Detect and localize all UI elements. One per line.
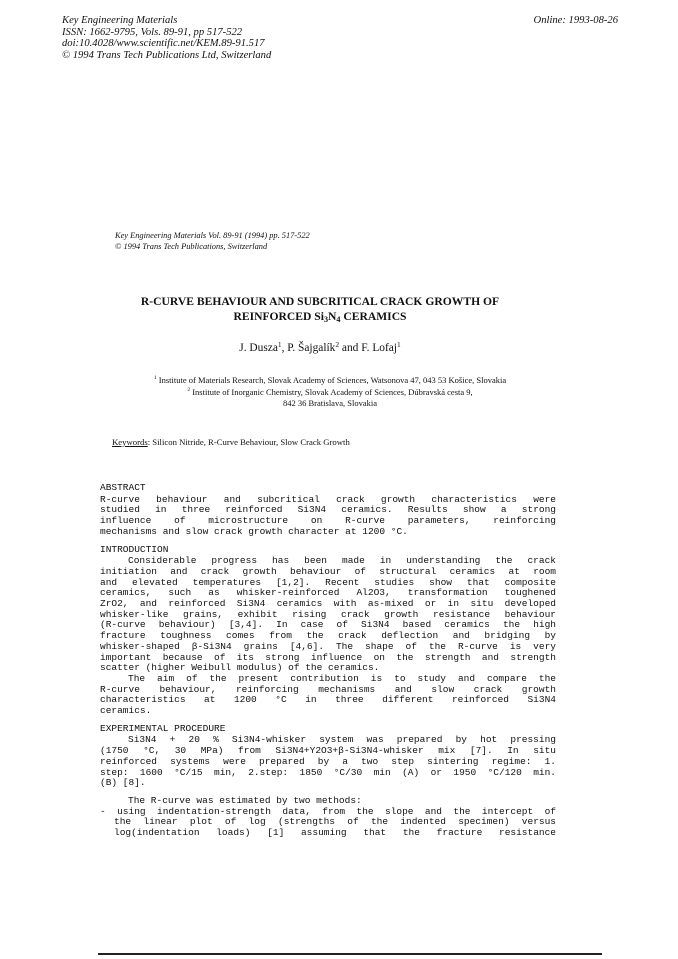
text-line: the linear plot of log (strengths of the indented specimen) versus bbox=[114, 816, 556, 828]
keywords bbox=[112, 437, 350, 447]
affil-sup: 1 bbox=[153, 375, 157, 381]
keywords-text: : Silicon Nitride, R-Curve Behaviour, Slow Crack Growth bbox=[147, 437, 350, 447]
abstract-heading: ABSTRACT bbox=[100, 482, 146, 493]
author-lofaj: and F. Lofaj bbox=[339, 342, 398, 354]
experimental-paragraph-2 bbox=[100, 796, 556, 839]
text-line: R-curve behaviour and subcritical crack growth characteristics were bbox=[100, 493, 556, 505]
title-subscript: 3 bbox=[323, 314, 329, 324]
author-sup: 1 bbox=[397, 340, 401, 349]
affiliation-2-cont: 842 36 Bratislava, Slovakia bbox=[283, 398, 377, 408]
text-line: The aim of the present contribution is to study and compare the bbox=[128, 672, 556, 684]
affil-text: Institute of Materials Research, Slovak Academy of Sciences, Watsonova 47, 043 53 Košice, Slovakia bbox=[156, 375, 507, 385]
volume-copyright: © 1994 Trans Tech Publications, Switzerland bbox=[115, 241, 268, 251]
text-line: The R-curve was estimated by two methods: bbox=[128, 794, 362, 806]
introduction-heading: INTRODUCTION bbox=[100, 543, 169, 555]
affiliations bbox=[60, 375, 600, 410]
text-line: ceramics, such as whisker-reinforced Al2O3, transformation toughened bbox=[100, 587, 556, 599]
title-line-1: R-CURVE BEHAVIOUR AND SUBCRITICAL CRACK GROWTH OF bbox=[140, 295, 500, 308]
text-line: characteristics at 1200 °C in three different reinforced Si3N4 bbox=[100, 694, 556, 706]
journal-name: Key Engineering Materials bbox=[62, 15, 178, 26]
text-line: Considerable progress has been made in understanding the crack bbox=[128, 555, 556, 567]
text-line: and elevated temperatures [1,2]. Recent studies show that composite bbox=[100, 576, 556, 588]
text-line: whisker-like grains, exhibit rising crack growth resistance behaviour bbox=[100, 608, 556, 620]
experimental-heading: EXPERIMENTAL PROCEDURE bbox=[100, 722, 226, 734]
title-text: REINFORCED Si bbox=[233, 309, 324, 323]
author-sajgalik: , P. Šajgalík bbox=[281, 342, 336, 354]
text-line: (B) [8]. bbox=[100, 777, 146, 789]
author-dusza: J. Dusza bbox=[239, 342, 278, 354]
text-line: reinforced systems were prepared by a two step sintering regime: 1. bbox=[100, 755, 556, 767]
author-sup: 2 bbox=[335, 340, 340, 349]
introduction-paragraph-1 bbox=[100, 556, 556, 674]
text-line: log(indentation loads) [1] assuming that the fracture resistance bbox=[114, 827, 556, 839]
affiliation-2 bbox=[60, 387, 600, 399]
keywords-label: Keywords bbox=[112, 437, 148, 447]
abstract-paragraph bbox=[100, 495, 556, 538]
text-line: initiation and crack growth behaviour of structural ceramics at room bbox=[100, 565, 556, 577]
issn-line: ISSN: 1662-9795, Vols. 89-91, pp 517-522 bbox=[62, 26, 243, 38]
author-sup: 1 bbox=[277, 340, 282, 349]
title-text: N bbox=[328, 309, 337, 323]
volume-note bbox=[115, 231, 310, 252]
body-text bbox=[100, 483, 556, 839]
volume-line: Key Engineering Materials Vol. 89-91 (1994) pp. 517-522 bbox=[115, 231, 310, 240]
text-line: important because of its strong influence on the strength and strength bbox=[100, 651, 556, 663]
bottom-rule bbox=[98, 953, 602, 955]
text-line: influence of microstructure on R-curve parameters, reinforcing bbox=[100, 515, 556, 527]
title-line-2 bbox=[60, 310, 580, 325]
experimental-paragraph-1 bbox=[100, 735, 556, 789]
text-line: mechanisms and slow crack growth character at 1200 °C. bbox=[100, 525, 408, 537]
text-line: - using indentation-strength data, from the slope and the intercept of bbox=[100, 805, 556, 817]
text-line: step: 1600 °C/15 min, 2.step: 1850 °C/30 min (A) or 1950 °C/120 min. bbox=[100, 766, 556, 778]
introduction-paragraph-2 bbox=[100, 674, 556, 717]
affiliation-1 bbox=[60, 375, 600, 387]
doi-line: doi:10.4028/www.scientific.net/KEM.89-91.517 bbox=[62, 38, 265, 50]
text-line: R-curve behaviour, reinforcing mechanisms and slow crack growth bbox=[100, 683, 556, 695]
text-line: studied in three reinforced Si3N4 ceramics. Results show a strong bbox=[100, 504, 556, 516]
title-subscript: 4 bbox=[336, 314, 341, 324]
online-date: Online: 1993-08-26 bbox=[533, 15, 618, 26]
text-line: whisker-shaped β-Si3N4 grains [4,6]. The shape of the R-curve is very bbox=[100, 640, 556, 652]
text-line: ZrO2, and reinforced Si3N4 ceramics with as-mixed or in situ developed bbox=[100, 598, 556, 610]
text-line: (R-curve behaviour) [3,4]. In case of Si3N4 based ceramics the high bbox=[100, 619, 556, 631]
affil-text: Institute of Inorganic Chemistry, Slovak Academy of Sciences, Dúbravská cesta 9, bbox=[190, 386, 473, 397]
text-line: ceramics. bbox=[100, 705, 152, 717]
text-line: Si3N4 + 20 % Si3N4-whisker system was prepared by hot pressing bbox=[128, 734, 556, 746]
paper-title bbox=[60, 295, 580, 324]
text-line: (1750 °C, 30 MPa) from Si3N4+Y2O3+β-Si3N4-whisker mix [7]. In situ bbox=[100, 745, 556, 757]
running-header bbox=[62, 15, 618, 61]
affil-sup: 2 bbox=[187, 386, 191, 393]
text-line: fracture toughness comes from the crack deflection and bridging by bbox=[100, 630, 556, 642]
text-line: scatter (higher Weibull modulus) of the ceramics. bbox=[100, 662, 380, 674]
authors bbox=[60, 342, 580, 355]
copyright-line: © 1994 Trans Tech Publications Ltd, Switzerland bbox=[62, 49, 272, 61]
title-text: CERAMICS bbox=[340, 309, 407, 323]
